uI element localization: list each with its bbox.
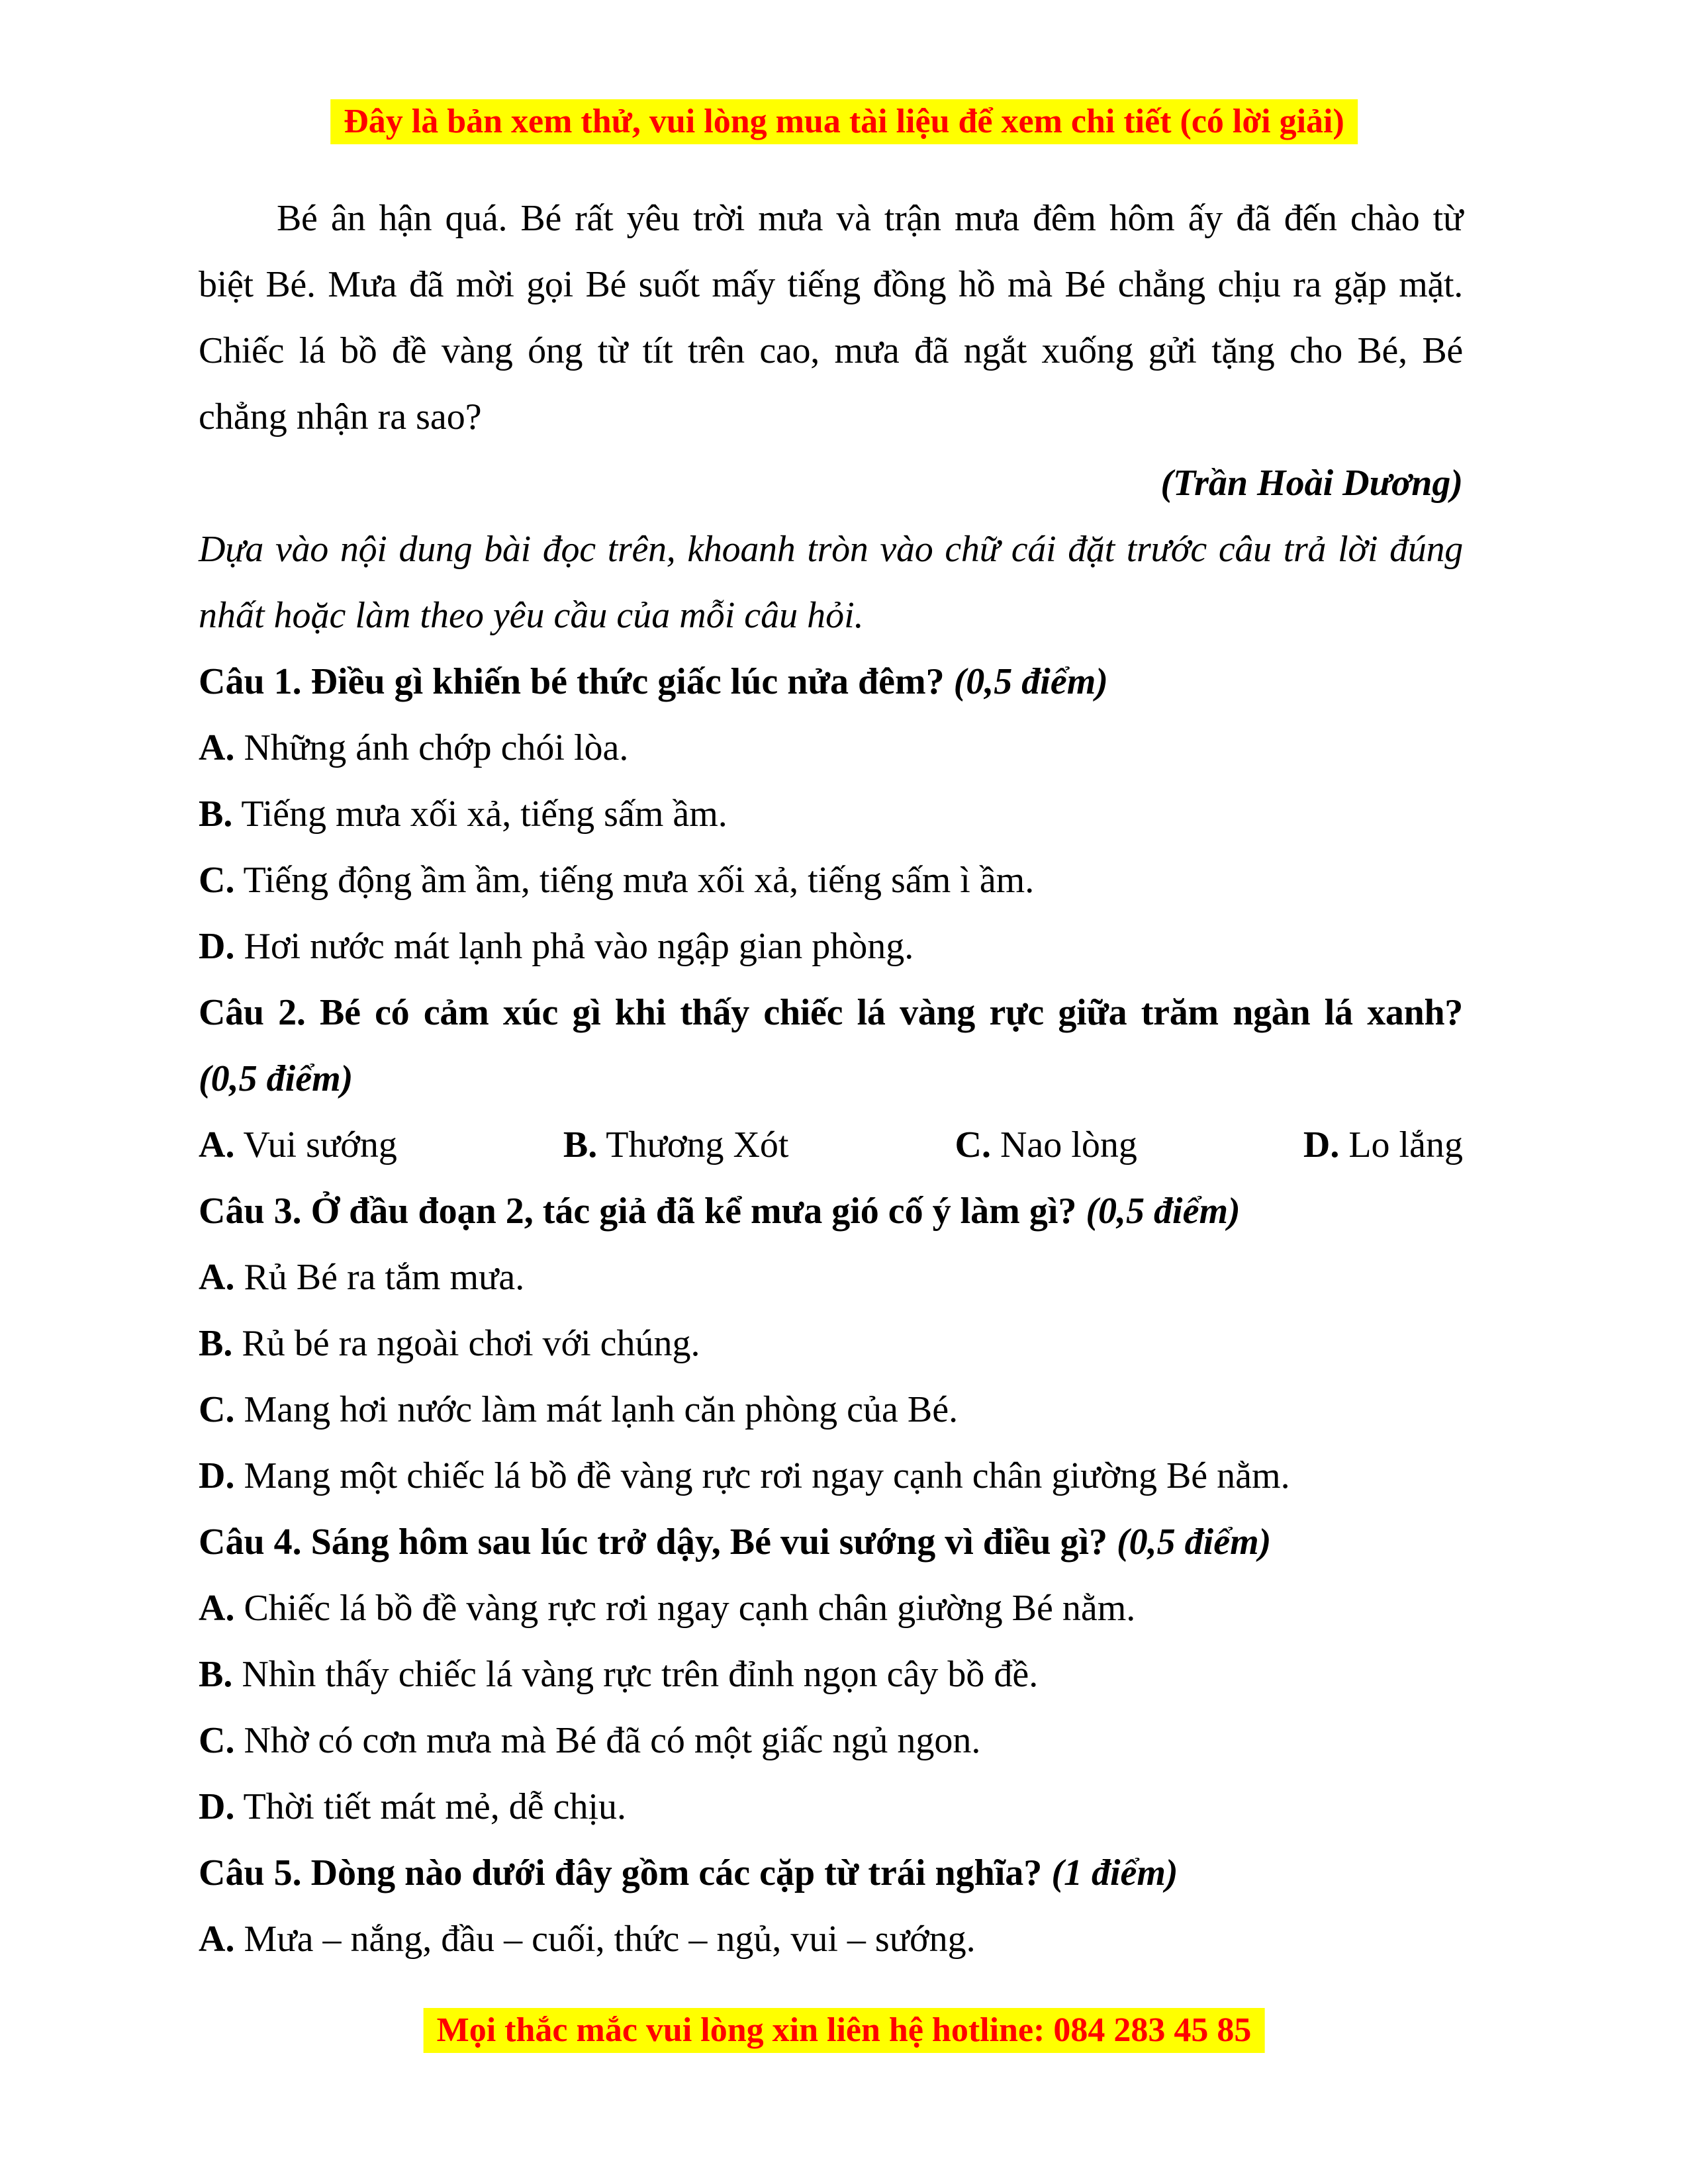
- question-1-option-c: [199, 847, 1463, 913]
- passage-line: biệt Bé. Mưa đã mời gọi Bé suốt mấy tiếng đồng hồ mà Bé chẳng chịu ra gặp mặt.: [199, 264, 1463, 305]
- option-letter: C.: [199, 860, 235, 901]
- option-letter: D.: [199, 926, 235, 967]
- question-4-text: Sáng hôm sau lúc trở dậy, Bé vui sướng vì điều gì?: [310, 1522, 1108, 1563]
- question-1-points: (0,5 điểm): [953, 661, 1108, 702]
- option-text: Những ánh chớp chói lòa.: [244, 727, 629, 768]
- question-2-heading: [199, 979, 1463, 1046]
- instruction-line: Dựa vào nội dung bài đọc trên, khoanh tròn vào chữ cái đặt trước câu trả lời đúng: [199, 529, 1463, 570]
- option-letter: C.: [199, 1720, 235, 1761]
- option-letter: A.: [199, 1124, 235, 1165]
- question-2-label: Câu 2.: [199, 992, 306, 1033]
- option-text: Rủ Bé ra tắm mưa.: [244, 1257, 525, 1298]
- option-text: Mang hơi nước làm mát lạnh căn phòng của Bé.: [244, 1389, 959, 1430]
- question-5-text: Dòng nào dưới đây gồm các cặp từ trái nghĩa?: [310, 1852, 1043, 1893]
- passage-line: chẳng nhận ra sao?: [199, 396, 482, 437]
- question-3-text: Ở đầu đoạn 2, tác giả đã kể mưa gió cố ý làm gì?: [310, 1191, 1077, 1232]
- option-text: Nhờ có cơn mưa mà Bé đã có một giấc ngủ ngon.: [244, 1720, 981, 1761]
- question-5-label: Câu 5.: [199, 1852, 302, 1893]
- option-text: Rủ bé ra ngoài chơi với chúng.: [242, 1323, 700, 1364]
- question-3-points: (0,5 điểm): [1086, 1191, 1241, 1232]
- question-5-heading: [199, 1840, 1463, 1906]
- instruction-line: nhất hoặc làm theo yêu cầu của mỗi câu hỏi.: [199, 595, 864, 636]
- option-text: Thương Xót: [606, 1124, 789, 1165]
- option-text: Tiếng mưa xối xả, tiếng sấm ầm.: [241, 794, 727, 835]
- option-letter: D.: [199, 1786, 235, 1827]
- question-3-label: Câu 3.: [199, 1191, 302, 1232]
- question-1-option-a: [199, 715, 1463, 781]
- option-text: Nao lòng: [1000, 1124, 1137, 1165]
- question-4-heading: [199, 1509, 1463, 1575]
- option-letter: B.: [199, 1654, 233, 1695]
- question-1-label: Câu 1.: [199, 661, 302, 702]
- option-letter: B.: [563, 1124, 598, 1165]
- question-1-option-b: [199, 781, 1463, 847]
- question-3-option-a: [199, 1244, 1463, 1310]
- option-text: Chiếc lá bồ đề vàng rực rơi ngay cạnh chân giường Bé nằm.: [244, 1588, 1136, 1629]
- question-4-option-c: [199, 1707, 1463, 1774]
- preview-header-banner: Đây là bản xem thử, vui lòng mua tài liệu để xem chi tiết (có lời giải): [330, 99, 1358, 144]
- question-2-text: Bé có cảm xúc gì khi thấy chiếc lá vàng rực giữa trăm ngàn lá xanh?: [320, 992, 1463, 1033]
- passage-line: Bé ân hận quá. Bé rất yêu trời mưa và trận mưa đêm hôm ấy đã đến chào từ: [277, 198, 1463, 239]
- question-4-option-b: [199, 1641, 1463, 1707]
- option-letter: B.: [199, 1323, 233, 1364]
- option-letter: D.: [199, 1455, 235, 1496]
- passage-line: Chiếc lá bồ đề vàng óng từ tít trên cao, mưa đã ngắt xuống gửi tặng cho Bé, Bé: [199, 330, 1463, 371]
- option-text: Mang một chiếc lá bồ đề vàng rực rơi ngay cạnh chân giường Bé nằm.: [244, 1455, 1290, 1496]
- question-2-option-d: [1303, 1112, 1463, 1178]
- question-2-option-b: [563, 1112, 789, 1178]
- question-4-label: Câu 4.: [199, 1522, 302, 1563]
- question-2-option-c: [955, 1112, 1137, 1178]
- question-1-heading: [199, 649, 1463, 715]
- question-3-option-b: [199, 1310, 1463, 1377]
- option-text: Thời tiết mát mẻ, dễ chịu.: [243, 1786, 627, 1827]
- option-text: Lo lắng: [1348, 1124, 1463, 1165]
- question-3-option-c: [199, 1377, 1463, 1443]
- option-letter: A.: [199, 727, 235, 768]
- question-5-points: (1 điểm): [1051, 1852, 1178, 1893]
- option-letter: C.: [199, 1389, 235, 1430]
- option-letter: A.: [199, 1257, 235, 1298]
- question-1-text: Điều gì khiến bé thức giấc lúc nửa đêm?: [310, 661, 945, 702]
- option-letter: D.: [1303, 1124, 1340, 1165]
- option-text: Vui sướng: [243, 1124, 397, 1165]
- option-letter: A.: [199, 1919, 235, 1960]
- option-letter: A.: [199, 1588, 235, 1629]
- question-2-options-row: [199, 1112, 1463, 1178]
- option-text: Hơi nước mát lạnh phả vào ngập gian phòng.: [244, 926, 914, 967]
- question-5-option-a: [199, 1906, 1463, 1972]
- option-letter: B.: [199, 794, 233, 835]
- question-4-points: (0,5 điểm): [1117, 1522, 1272, 1563]
- option-letter: C.: [955, 1124, 991, 1165]
- question-4-option-a: [199, 1575, 1463, 1641]
- option-text: Tiếng động ầm ầm, tiếng mưa xối xả, tiếng sấm ì ầm.: [243, 860, 1035, 901]
- document-body: [199, 185, 1463, 1972]
- question-3-option-d: [199, 1443, 1463, 1509]
- option-text: Mưa – nắng, đầu – cuối, thức – ngủ, vui – sướng.: [244, 1919, 976, 1960]
- question-3-heading: [199, 1178, 1463, 1244]
- option-text: Nhìn thấy chiếc lá vàng rực trên đỉnh ngọn cây bồ đề.: [242, 1654, 1039, 1695]
- hotline-footer-banner: Mọi thắc mắc vui lòng xin liên hệ hotline: 084 283 45 85: [424, 2008, 1265, 2053]
- question-1-option-d: [199, 913, 1463, 979]
- question-2-points: (0,5 điểm): [199, 1058, 353, 1099]
- question-2-option-a: [199, 1112, 397, 1178]
- question-4-option-d: [199, 1774, 1463, 1840]
- author-credit: (Trần Hoài Dương): [1160, 463, 1463, 504]
